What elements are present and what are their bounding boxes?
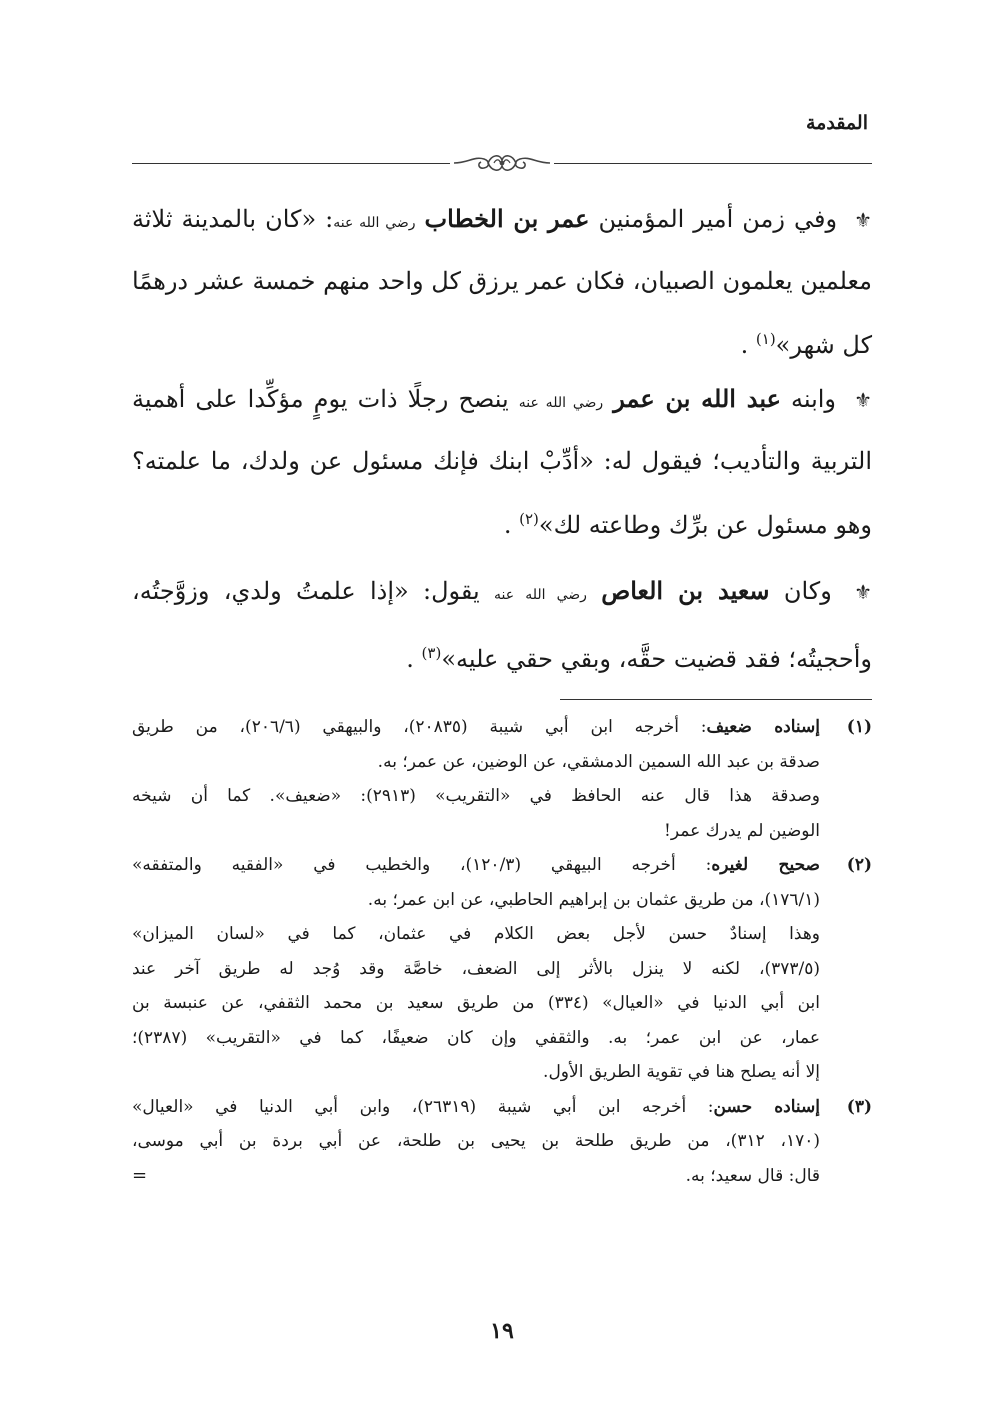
footnote-text: : أخرجه ابن أبي شيبة (٢٦٣١٩)، وابن أبي الدنيا في «العيال»: [132, 1096, 714, 1117]
fleuron-bullet-icon: ⚜: [854, 580, 872, 604]
paragraph-end: .: [503, 511, 512, 539]
continuation-mark: =: [132, 1164, 148, 1186]
footnotes: [132, 710, 872, 1193]
paragraph-text: وكان: [783, 577, 832, 605]
paragraph-text: وابنه: [790, 385, 837, 413]
footnote-line: [132, 1090, 820, 1125]
footnote-line: عمار، عن ابن عمر؛ به. والثقفي وإن كان ضعيفًا، كما في «التقريب» (٢٣٨٧)؛: [132, 1027, 820, 1048]
footnote-line: [132, 710, 820, 745]
paragraph-umar: [132, 190, 872, 374]
paragraph-end: .: [406, 645, 414, 673]
fleuron-bullet-icon: ⚜: [854, 388, 873, 412]
footnote-line: (٣٧٣/٥)، لكنه لا ينزل بالأثر إلى الضعف، خاصَّة وقد وُجد له طريق آخر عند: [132, 958, 820, 979]
footnote-text: : أخرجه البيهقي (١٢٠/٣)، والخطيب في «الفقيه والمتفقه»: [132, 855, 712, 875]
honorific: رضي الله عنه: [518, 395, 604, 411]
footnote-grade: إسناده حسن: [713, 1096, 820, 1117]
footnote-ref: (١): [755, 330, 776, 348]
footnote-ref: (٢): [519, 510, 539, 528]
paragraph-said: [132, 562, 872, 688]
person-name: عبد الله بن عمر: [613, 384, 781, 413]
footnote-1: [132, 710, 872, 848]
footnote-line: [132, 848, 820, 883]
person-name: عمر بن الخطاب: [424, 204, 590, 233]
footnote-number: (٢): [846, 855, 872, 875]
page-number: ١٩: [490, 1318, 514, 1344]
footnote-line: ابن أبي الدنيا في «العيال» (٣٣٤) من طريق سعيد بن محمد الثقفي، عن عنبسة بن: [132, 993, 820, 1013]
footnote-text: : أخرجه ابن أبي شيبة (٢٠٨٣٥)، والبيهقي (٢٠٦/٦)، من طريق: [132, 717, 707, 737]
footnote-line: وهذا إسنادٌ حسن لأجل بعض الكلام في عثمان، كما في «لسان الميزان»: [132, 924, 820, 944]
footnote-line: إلا أنه يصلح هنا في تقوية الطريق الأول.: [543, 1062, 820, 1082]
paragraph-text: : «كان بالمدينة ثلاثة معلمين يعلمون الصبيان، فكان عمر يرزق كل واحد منهم خمسة عشر درهمًا كل شهر»: [132, 205, 872, 359]
honorific: رضي الله عنه: [333, 215, 416, 231]
footnote-number: (٣): [846, 1096, 872, 1117]
paragraph-end: .: [740, 331, 749, 359]
person-name: سعيد بن العاص: [601, 576, 770, 605]
footnote-line: (١٧٠، ٣١٢)، من طريق طلحة بن يحيى بن طلحة، عن أبي بردة بن أبي موسى،: [132, 1131, 820, 1151]
footnote-grade: صحيح لغيره: [711, 855, 820, 875]
footnote-line: صدقة بن عبد الله السمين الدمشقي، عن الوضين، عن عمر؛ به.: [377, 751, 820, 772]
footnote-line: قال: قال سعيد؛ به.: [685, 1165, 820, 1186]
paragraph-text: وفي زمن أمير المؤمنين: [598, 205, 838, 233]
footnote-line: وصدقة هذا قال عنه الحافظ في «التقريب» (٢٩١٣): «ضعيف». كما أن شيخه: [132, 786, 820, 806]
running-header-title: المقدمة: [805, 112, 868, 134]
footnote-number: (١): [846, 717, 872, 737]
floral-ornament-icon: [450, 150, 554, 176]
footnote-2: [132, 848, 872, 1090]
fleuron-bullet-icon: ⚜: [854, 208, 872, 232]
footnote-ref: (٣): [421, 644, 442, 662]
paragraph-text: ينصح رجلًا ذات يومٍ مؤكِّدا على أهمية التربية والتأديب؛ فيقول له: «أدِّبْ ابنك فإنك مسئول عن ولدك، ما علمته؟ وهو مسئول عن برِّك وطاعته لك»: [132, 385, 872, 539]
footnote-grade: إسناده ضعيف: [706, 717, 820, 737]
footnote-line: (١٧٦/١)، من طريق عثمان بن إبراهيم الحاطبي، عن ابن عمر؛ به.: [367, 889, 820, 910]
footnote-separator: [560, 699, 872, 700]
footnote-3: [132, 1090, 872, 1194]
paragraph-text: يقول: «إذا علمتُ ولدي، وزوَّجتُه، وأحجيتُه؛ فقد قضيت حقَّه، وبقي حقي عليه»: [132, 577, 872, 673]
footnote-line: الوضين لم يدرك عمر!: [664, 820, 820, 841]
honorific: رضي الله عنه: [494, 587, 587, 603]
paragraph-abdullah: [132, 370, 872, 554]
